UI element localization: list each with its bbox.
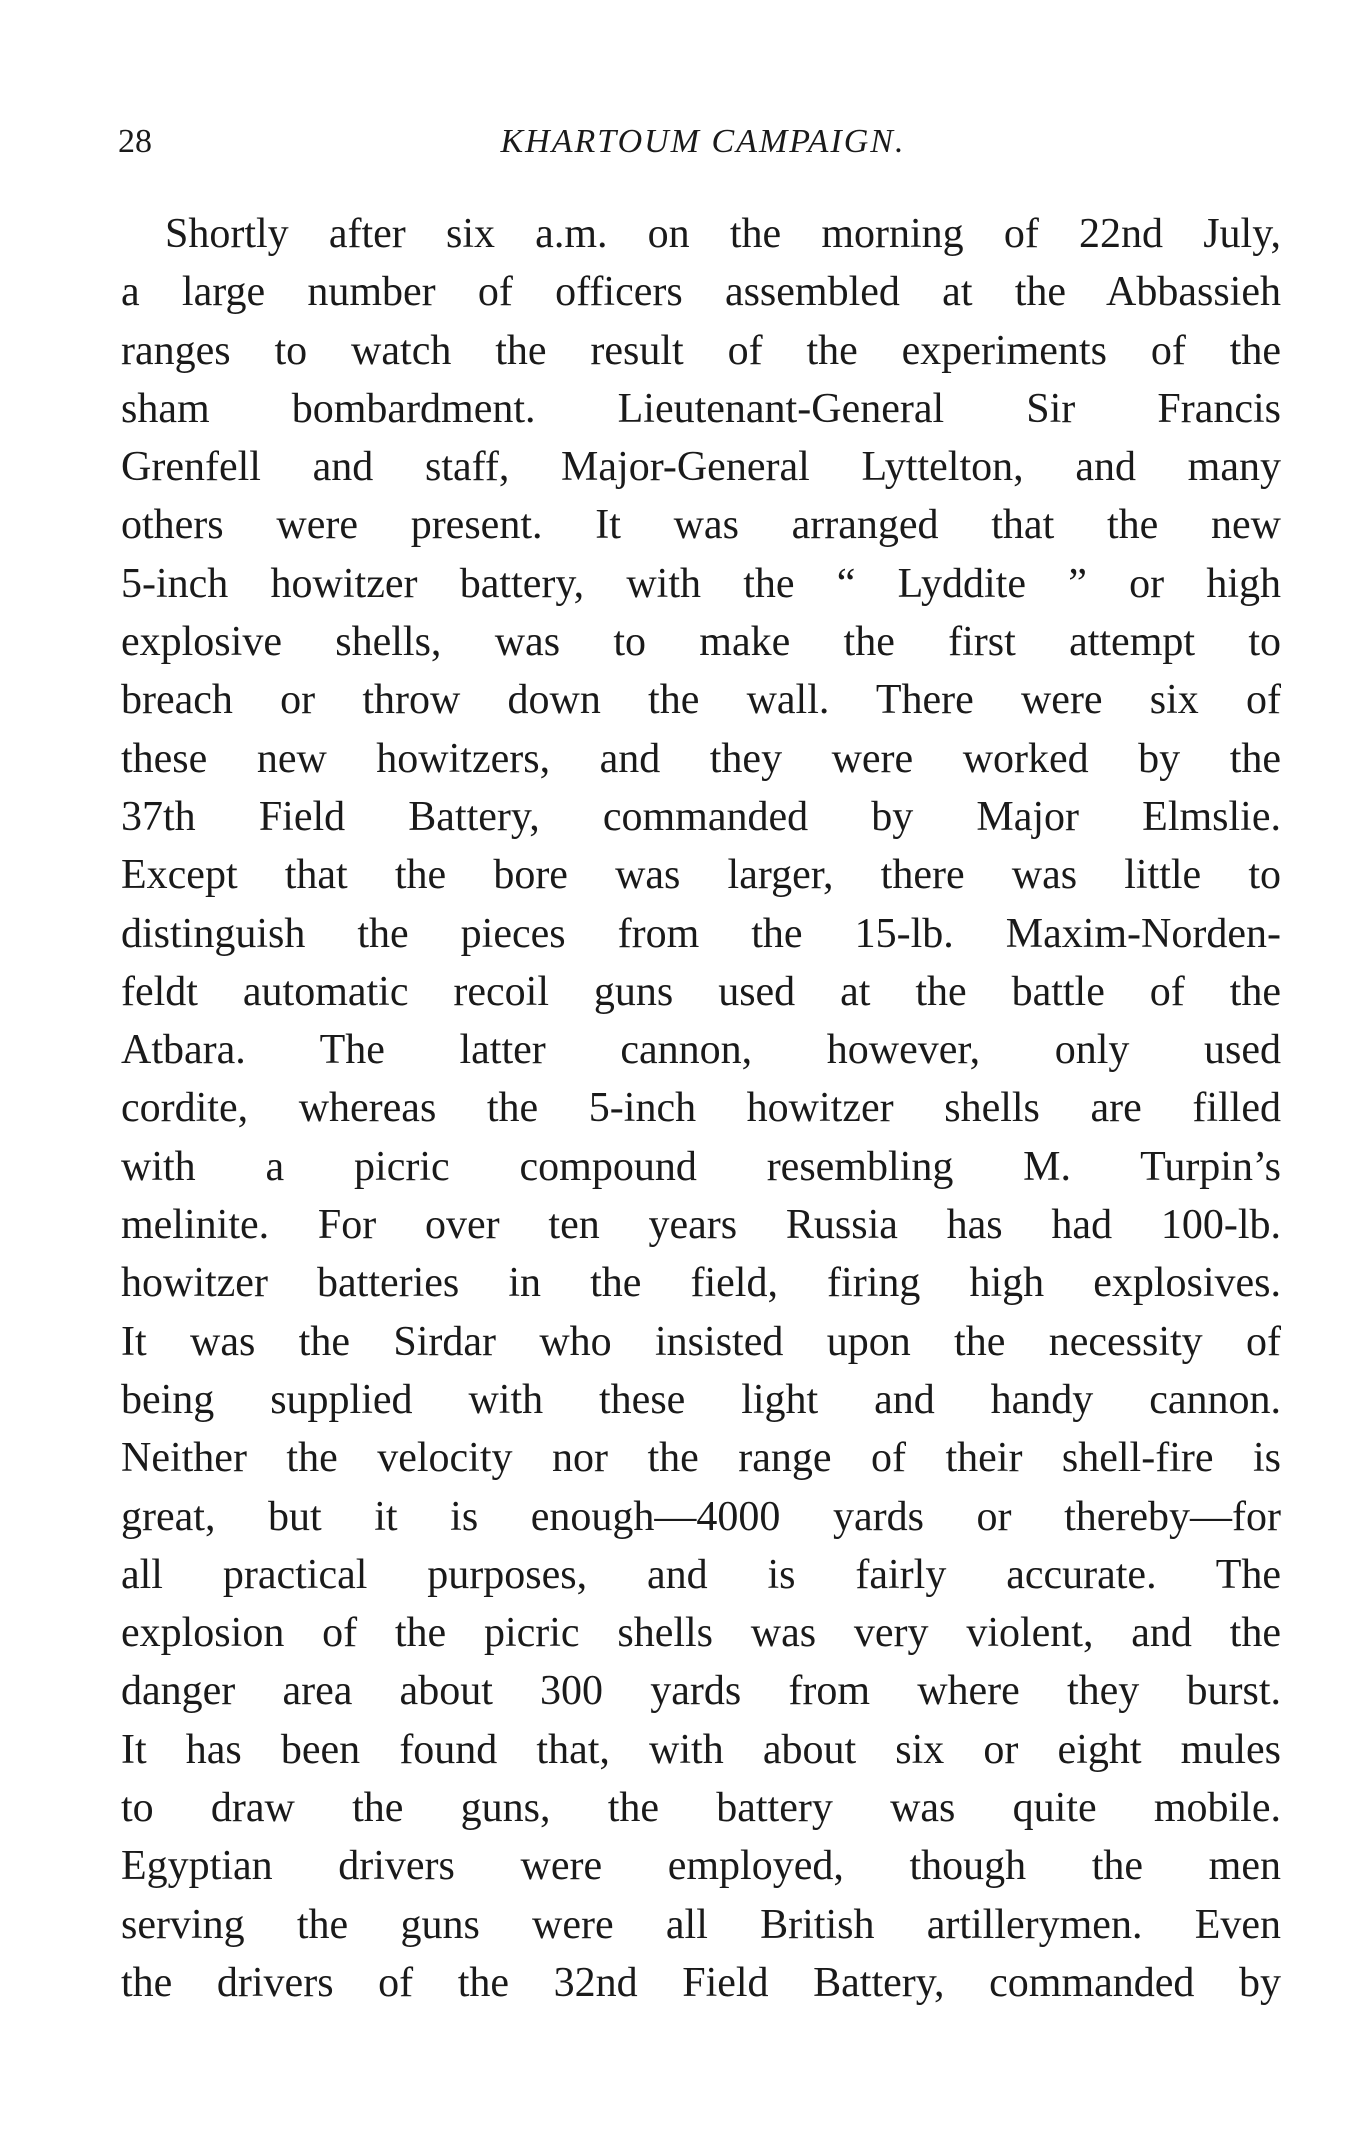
text-line: It has been found that, with about six or eight mules: [121, 1726, 1281, 1773]
text-line: distinguish the pieces from the 15-lb. Maxim-Norden-: [121, 910, 1281, 957]
text-line: Atbara. The latter cannon, however, only used: [121, 1027, 1281, 1074]
text-line: melinite. For over ten years Russia has had 100-lb.: [121, 1202, 1281, 1249]
text-line: being supplied with these light and handy cannon.: [121, 1376, 1281, 1423]
text-line: 37th Field Battery, commanded by Major Elmslie.: [121, 793, 1281, 840]
text-line: all practical purposes, and is fairly accurate. The: [121, 1551, 1281, 1598]
running-head: [118, 112, 1278, 172]
text-line: serving the guns were all British artillerymen. Even: [121, 1901, 1281, 1948]
text-line: these new howitzers, and they were worked by the: [121, 735, 1281, 782]
text-line: explosive shells, was to make the first attempt to: [121, 619, 1281, 666]
text-line: others were present. It was arranged that the new: [121, 502, 1281, 549]
text-line: with a picric compound resembling M. Turpin’s: [121, 1143, 1281, 1190]
text-line: breach or throw down the wall. There were six of: [121, 677, 1281, 724]
text-line: Egyptian drivers were employed, though the men: [121, 1843, 1281, 1890]
body-paragraph: [121, 205, 1281, 2012]
text-line: the drivers of the 32nd Field Battery, commanded by: [121, 1959, 1281, 2006]
text-line: howitzer batteries in the field, firing high explosives.: [121, 1260, 1281, 1307]
text-line: feldt automatic recoil guns used at the battle of the: [121, 968, 1281, 1015]
text-line: explosion of the picric shells was very violent, and the: [121, 1610, 1281, 1657]
text-line: cordite, whereas the 5-inch howitzer shells are filled: [121, 1085, 1281, 1132]
text-line: sham bombardment. Lieutenant-General Sir Francis: [121, 385, 1281, 432]
text-line: a large number of officers assembled at the Abbassieh: [121, 269, 1281, 316]
text-line: 5-inch howitzer battery, with the “ Lyddite ” or high: [121, 560, 1281, 607]
text-line: Except that the bore was larger, there was little to: [121, 852, 1281, 899]
text-line: great, but it is enough—4000 yards or thereby—for: [121, 1493, 1281, 1540]
text-line: It was the Sirdar who insisted upon the necessity of: [121, 1318, 1281, 1365]
text-line: ranges to watch the result of the experiments of the: [121, 327, 1281, 374]
text-line: Grenfell and staff, Major-General Lyttelton, and many: [121, 444, 1281, 491]
page-number: 28: [118, 123, 152, 160]
text-line: danger area about 300 yards from where they burst.: [121, 1668, 1281, 1715]
text-line: Shortly after six a.m. on the morning of 22nd July,: [165, 211, 1281, 257]
text-line: to draw the guns, the battery was quite mobile.: [121, 1785, 1281, 1832]
text-line: Neither the velocity nor the range of their shell-fire is: [121, 1435, 1281, 1482]
running-title: KHARTOUM CAMPAIGN.: [500, 123, 906, 160]
